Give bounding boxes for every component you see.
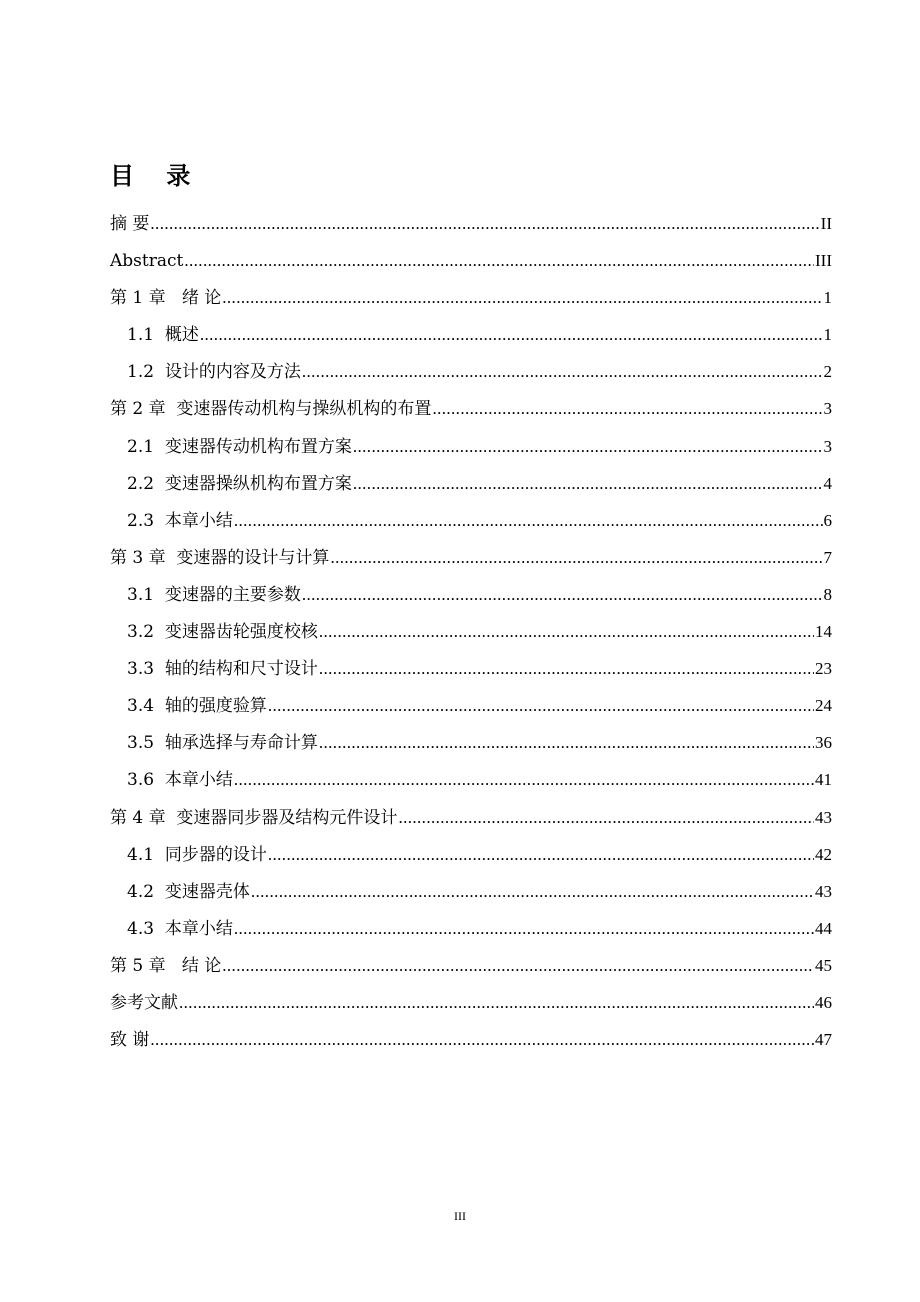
toc-entry-label: 2.3 本章小结 [127,510,233,531]
toc-dot-leader [150,1021,814,1058]
toc-dot-leader [330,539,822,576]
toc-entry-page: 7 [823,547,832,567]
toc-entry-label: 2.1 变速器传动机构布置方案 [127,436,352,457]
toc-entry[interactable] [110,613,832,650]
toc-entry-label: 致 谢 [110,1030,150,1051]
toc-dot-leader [432,390,822,427]
toc-entry[interactable] [110,242,832,279]
toc-entry[interactable] [110,502,832,539]
toc-entry-page: 14 [815,622,832,642]
toc-entry-page: II [820,214,832,233]
toc-dot-leader [150,205,819,242]
toc-dot-leader [302,353,823,390]
toc-entry[interactable] [110,539,832,576]
toc-entry-page: 4 [823,473,832,493]
toc-dot-leader [234,502,823,539]
toc-entry-label: 第 5 章 结 论 [110,955,222,976]
toc-dot-leader [268,836,814,873]
toc-entry[interactable] [110,836,832,873]
toc-entry-page: 6 [823,510,832,530]
toc-entry-label: 3.3 轴的结构和尺寸设计 [127,659,318,680]
toc-entry-page: 43 [815,881,832,901]
toc-entry[interactable] [110,205,832,242]
toc-entry[interactable] [110,910,832,947]
toc-entry-label: 3.1 变速器的主要参数 [127,584,301,605]
page-number: III [454,1209,466,1223]
toc-dot-leader [251,873,814,910]
toc-entry-label: 2.2 变速器操纵机构布置方案 [127,473,352,494]
toc-entry[interactable] [110,576,832,613]
toc-entry-page: 46 [815,992,832,1012]
toc-entry[interactable] [110,799,832,836]
toc-entry[interactable] [110,947,832,984]
toc-entry-label: 3.5 轴承选择与寿命计算 [127,733,318,754]
toc-entry-label: 3.4 轴的强度验算 [127,696,267,717]
toc-entry-label: 3.2 变速器齿轮强度校核 [127,622,318,643]
toc-dot-leader [234,761,814,798]
toc-entry[interactable] [110,279,832,316]
toc-entry-label: Abstract [110,251,184,272]
toc-entry-page: 23 [815,659,832,679]
toc-entry-page: 47 [815,1030,832,1050]
toc-entry-page: 36 [815,733,832,753]
toc-entry[interactable] [110,650,832,687]
toc-entry-label: 摘 要 [110,214,150,234]
toc-entry[interactable] [110,353,832,390]
toc-entry-label: 参考文献 [110,992,178,1013]
toc-dot-leader [268,687,814,724]
toc-entry[interactable] [110,390,832,427]
toc-dot-leader [200,316,823,353]
toc-entry[interactable] [110,428,832,465]
toc-entry-label: 1.2 设计的内容及方法 [127,362,301,383]
toc-dot-leader [398,799,814,836]
toc-entry-page: 43 [815,807,832,827]
toc-list [110,205,832,1058]
toc-entry-page: 45 [815,955,832,975]
toc-entry-page: 3 [823,436,832,456]
toc-dot-leader [179,984,814,1021]
toc-entry-label: 1.1 概述 [127,325,199,346]
toc-dot-leader [319,724,814,761]
toc-entry[interactable] [110,687,832,724]
toc-dot-leader [319,613,814,650]
toc-dot-leader [353,428,823,465]
toc-entry-label: 第 4 章 变速器同步器及结构元件设计 [110,807,398,828]
toc-dot-leader [222,947,814,984]
toc-entry-page: 24 [815,696,832,716]
toc-title: 目 录 [110,162,203,190]
toc-entry[interactable] [110,761,832,798]
toc-entry-page: 1 [823,288,832,308]
toc-entry[interactable] [110,465,832,502]
toc-dot-leader [222,279,822,316]
toc-dot-leader [302,576,823,613]
toc-entry[interactable] [110,724,832,761]
toc-entry-page: III [815,251,832,271]
toc-entry-label: 第 2 章 变速器传动机构与操纵机构的布置 [110,399,432,420]
toc-entry[interactable] [110,316,832,353]
toc-dot-leader [353,465,823,502]
toc-entry-page: 42 [815,844,832,864]
toc-entry-page: 1 [823,325,832,345]
toc-dot-leader [319,650,814,687]
toc-entry-label: 第 1 章 绪 论 [110,288,222,309]
toc-entry-label: 4.1 同步器的设计 [127,844,267,865]
toc-entry-label: 4.2 变速器壳体 [127,881,250,902]
toc-entry-page: 3 [823,399,832,419]
toc-entry[interactable] [110,984,832,1021]
toc-entry-page: 44 [815,918,832,938]
toc-entry-page: 8 [823,584,832,604]
toc-dot-leader [234,910,814,947]
toc-entry-page: 2 [823,362,832,382]
toc-entry-page: 41 [815,770,832,790]
toc-entry[interactable] [110,873,832,910]
toc-entry-label: 3.6 本章小结 [127,770,233,791]
toc-entry[interactable] [110,1021,832,1058]
toc-dot-leader [184,242,814,279]
toc-entry-label: 4.3 本章小结 [127,918,233,939]
toc-entry-label: 第 3 章 变速器的设计与计算 [110,547,330,568]
